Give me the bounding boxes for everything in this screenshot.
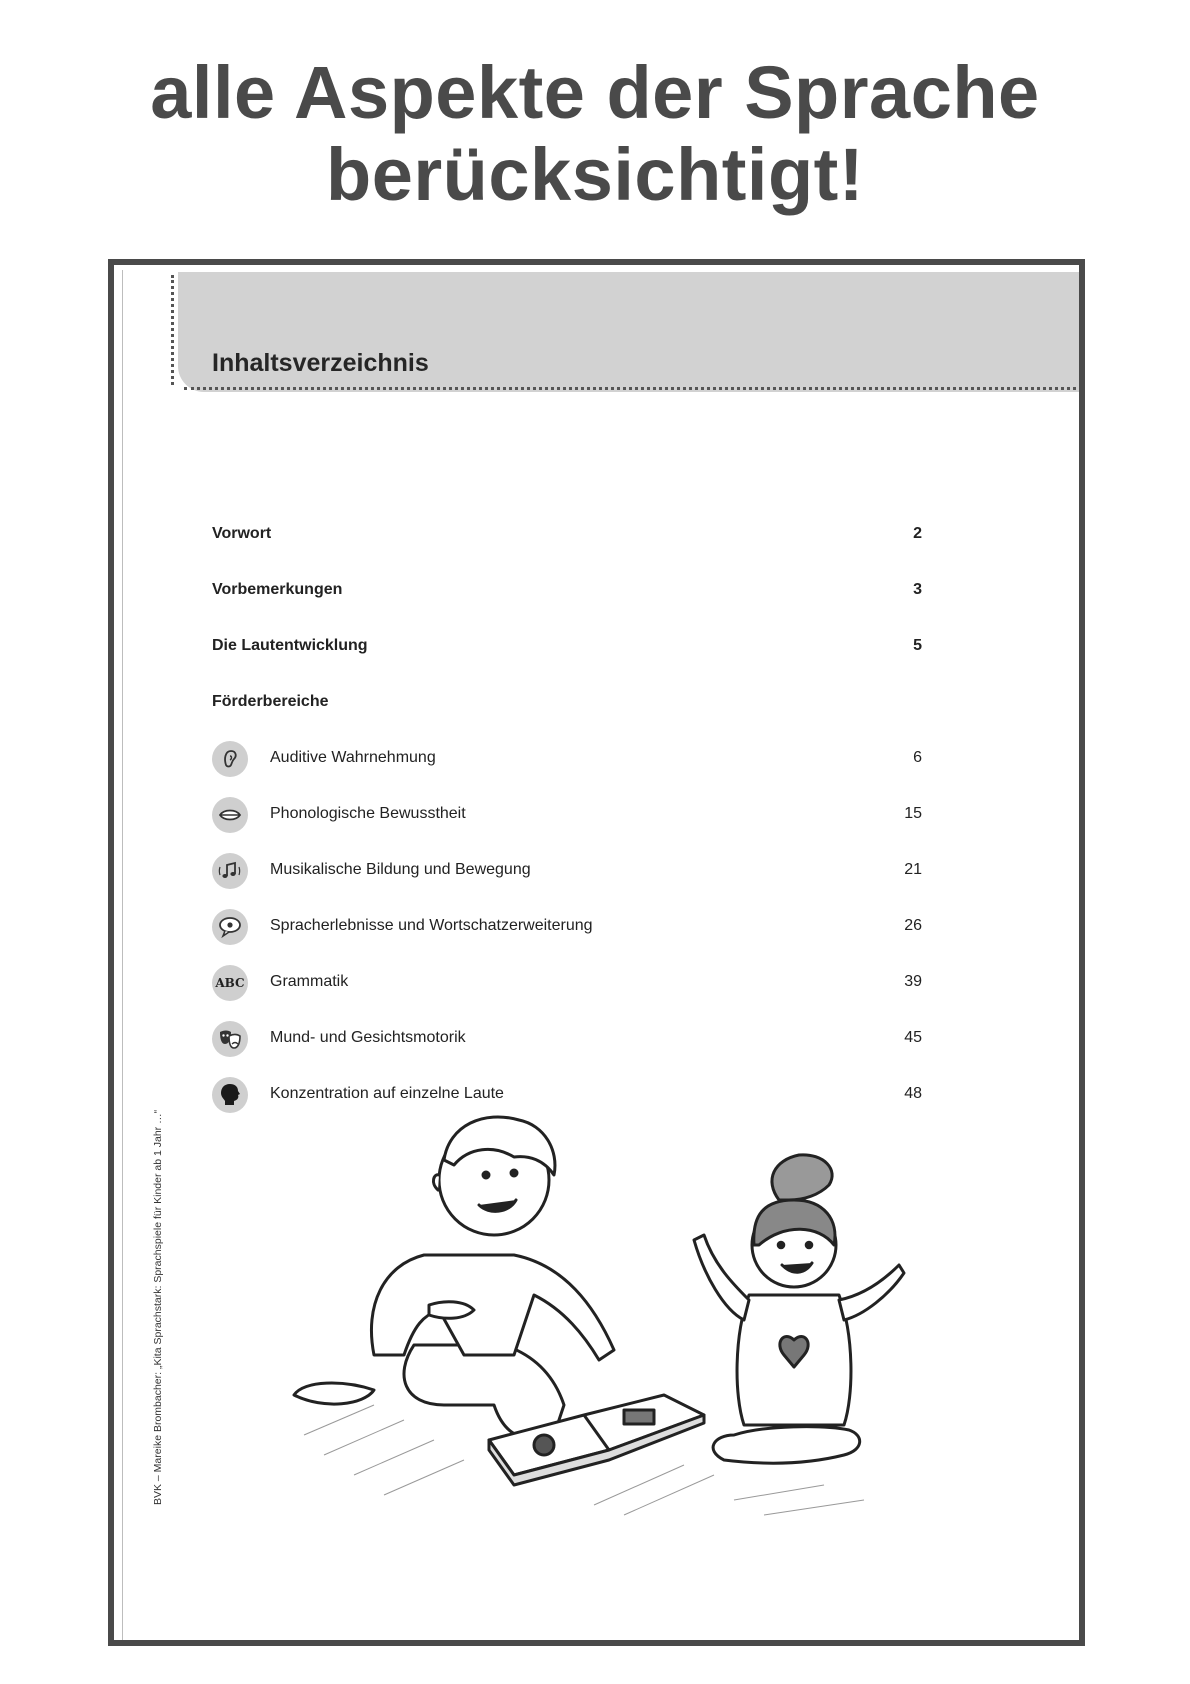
toc-entry-label: Spracherlebnisse und Wortschatzerweiterung bbox=[270, 917, 593, 934]
toc-entry-label: Die Lautentwicklung bbox=[212, 637, 368, 654]
speech-bubble-icon bbox=[212, 909, 248, 945]
ear-icon bbox=[212, 741, 248, 777]
toc-entry-vorwort[interactable] bbox=[212, 515, 1012, 555]
music-note-icon bbox=[212, 853, 248, 889]
head-profile-icon bbox=[212, 1077, 248, 1113]
toc-entry-page: 21 bbox=[904, 861, 922, 878]
toc-entry-label: Musikalische Bildung und Bewegung bbox=[270, 861, 531, 878]
toc-entry-page: 5 bbox=[913, 637, 922, 654]
toc-entry-musikalische-bildung[interactable] bbox=[212, 851, 1012, 891]
dotted-border-horizontal bbox=[184, 387, 1085, 390]
toc-title: Inhaltsverzeichnis bbox=[212, 349, 429, 377]
theater-masks-icon bbox=[212, 1021, 248, 1057]
side-credit: BVK – Mareike Brombacher: „Kita Sprachstark: Sprachspiele für Kinder ab 1 Jahr …“ bbox=[152, 1109, 164, 1505]
toc-entry-page: 48 bbox=[904, 1085, 922, 1102]
toc-entry-label: Grammatik bbox=[270, 973, 349, 990]
toc-entry-auditive-wahrnehmung[interactable] bbox=[212, 739, 1012, 779]
toc-entry-page: 26 bbox=[904, 917, 922, 934]
girl-figure bbox=[694, 1155, 904, 1463]
toc-entry-page: 2 bbox=[913, 525, 922, 542]
mouth-icon bbox=[212, 797, 248, 833]
abc-icon-glyph: ABC bbox=[215, 976, 245, 990]
toc-entry-page: 15 bbox=[904, 805, 922, 822]
toc-entry-label: Auditive Wahrnehmung bbox=[270, 749, 436, 766]
toc-entry-mund-gesichtsmotorik[interactable] bbox=[212, 1019, 1012, 1059]
toc-entry-page: 39 bbox=[904, 973, 922, 990]
toc-entry-spracherlebnisse[interactable] bbox=[212, 907, 1012, 947]
book-page-preview bbox=[108, 259, 1085, 1646]
toc-entry-label: Vorbemerkungen bbox=[212, 581, 343, 598]
headline bbox=[0, 52, 1190, 216]
toc-entry-label: Konzentration auf einzelne Laute bbox=[270, 1085, 504, 1102]
toc-section-foerderbereiche bbox=[212, 683, 1012, 723]
toc-entry-vorbemerkungen[interactable] bbox=[212, 571, 1012, 611]
headline-line-1: alle Aspekte der Sprache bbox=[150, 51, 1040, 134]
toc-entry-grammatik[interactable] bbox=[212, 963, 1012, 1003]
headline-line-2: berücksichtigt! bbox=[326, 133, 864, 216]
children-illustration bbox=[264, 1105, 924, 1555]
toc-entry-lautentwicklung[interactable] bbox=[212, 627, 1012, 667]
dotted-border-vertical bbox=[171, 275, 174, 385]
toc-section-label: Förderbereiche bbox=[212, 693, 329, 710]
toc-entry-label: Vorwort bbox=[212, 525, 272, 542]
toc-entry-label: Mund- und Gesichtsmotorik bbox=[270, 1029, 466, 1046]
toc-entry-page: 45 bbox=[904, 1029, 922, 1046]
abc-icon bbox=[212, 965, 248, 1001]
toc-entry-page: 6 bbox=[913, 749, 922, 766]
toc-entry-page: 3 bbox=[913, 581, 922, 598]
page-edge-line bbox=[122, 270, 123, 1643]
boy-figure bbox=[294, 1117, 614, 1439]
toc-entry-phonologische-bewusstheit[interactable] bbox=[212, 795, 1012, 835]
toc-entry-label: Phonologische Bewusstheit bbox=[270, 805, 466, 822]
